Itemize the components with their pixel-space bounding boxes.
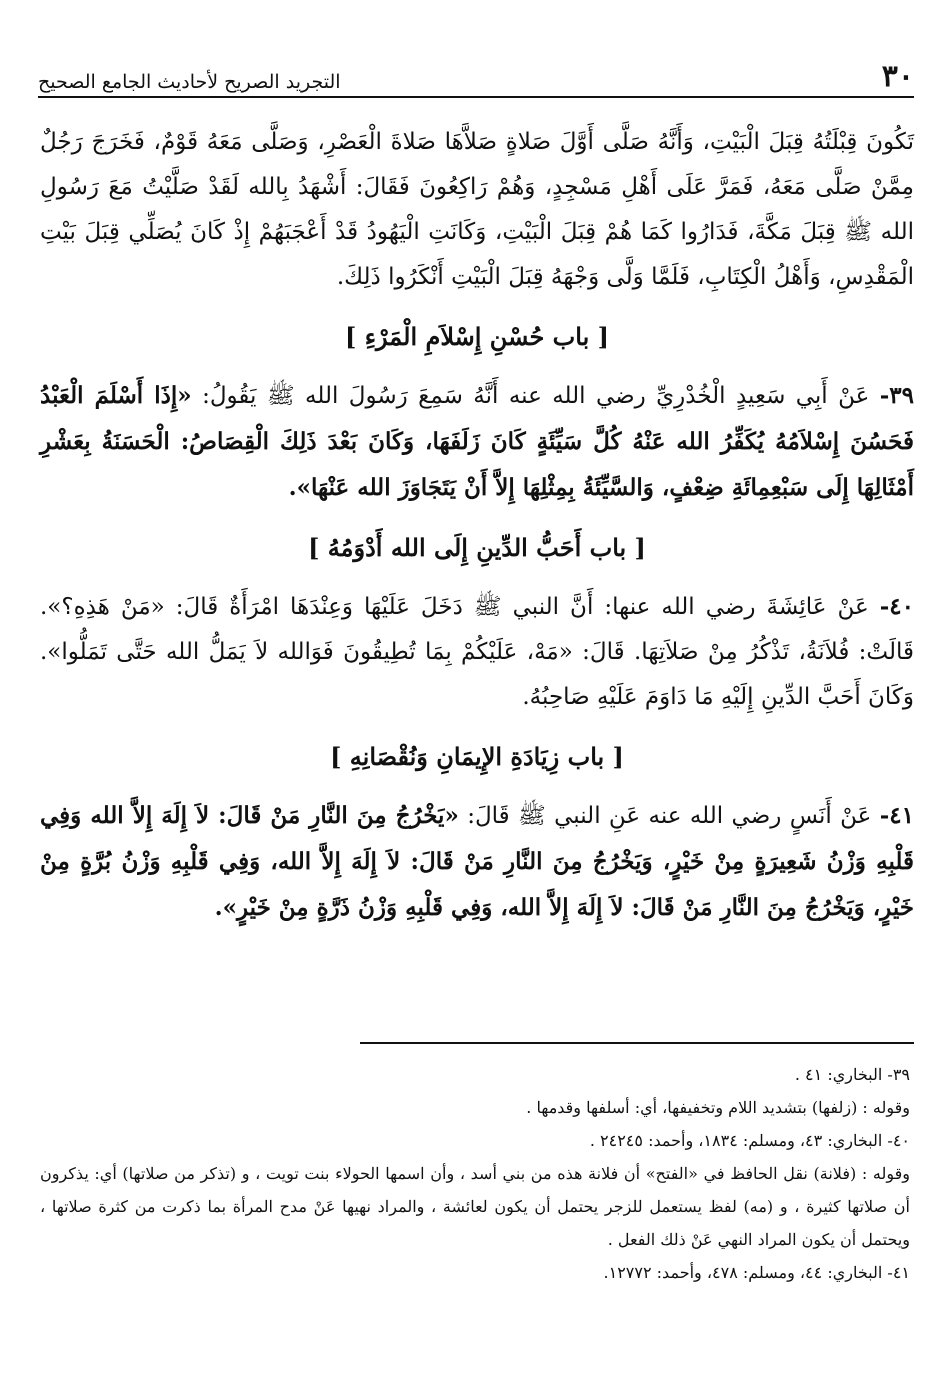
footnote-41-ref: ٤١- البخاري: ٤٤، ومسلم: ٤٧٨، وأحمد: ١٢٧٧٢. <box>603 1263 910 1282</box>
intro-paragraph: تَكُونَ قِبْلَتُهُ قِبَلَ الْبَيْتِ، وَأَنَّهُ صَلَّى أَوَّلَ صَلاةٍ صَلاَّهَا صَلاةَ الْعَصْرِ، وَصَلَّى مَعَهُ قَوْمٌ، فَخَرَجَ رَجُلٌ مِمَّنْ صَلَّى مَعَهُ، فَمَرَّ عَلَى أَهْلِ مَسْجِدٍ، وَهُمْ رَاكِعُونَ فَقَالَ: أَشْهَدُ بِالله لَقَدْ صَلَّيْتُ مَعَ رَسُولِ الله ﷺ قِبَلَ مَكَّةَ، فَدَارُوا كَمَا هُمْ قِبَلَ الْبَيْتِ، وَكَانَتِ الْيَهُودُ قَدْ أَعْجَبَهُمْ إِذْ كَانَ يُصَلِّي قِبَلَ بَيْتِ الْمَقْدِسِ، وَأَهْلُ الْكِتَابِ، فَلَمَّا وَلَّى وَجْهَهُ قِبَلَ الْبَيْتِ أَنْكَرُوا ذَلِكَ. <box>40 129 914 290</box>
hadith-quote: «يَخْرُجُ مِنَ النَّارِ مَنْ قَالَ: لاَ إِلَهَ إِلاَّ الله وَفِي قَلْبِهِ وَزْنُ شَعِيرَةٍ مِنْ خَيْرٍ، وَيَخْرُجُ مِنَ النَّارِ مَنْ قَالَ: لاَ إِلَهَ إِلاَّ الله، وَفِي قَلْبِهِ وَزْنُ بُرَّةٍ مِنْ خَيْرٍ، وَيَخْرُجُ مِنَ النَّارِ مَنْ قَالَ: لاَ إِلَهَ إِلاَّ الله، وَفِي قَلْبِهِ وَزْنُ ذَرَّةٍ مِنْ خَيْرٍ». <box>40 802 914 921</box>
chapter-heading-1: [ باب حُسْنِ إِسْلاَمِ الْمَرْءِ ] <box>345 322 609 351</box>
main-text <box>40 120 914 931</box>
footnote-39-ref: ٣٩- البخاري: ٤١ . <box>794 1065 910 1084</box>
chapter-heading-3: [ باب زِيَادَةِ الإِيمَانِ وَنُقْصَانِهِ ] <box>330 742 624 771</box>
footnote-divider <box>360 1042 914 1044</box>
hadith-number: ٤١- <box>879 802 915 829</box>
hadith-narration: عَنْ أَنَسٍ رضي الله عنه عَنِ النبي ﷺ قَالَ: <box>458 803 880 829</box>
hadith-narration: عَنْ أَبِي سَعِيدٍ الْخُدْرِيِّ رضي الله عنه أَنَّهُ سَمِعَ رَسُولَ الله ﷺ يَقُولُ: <box>191 383 880 409</box>
page-header <box>38 52 914 98</box>
footnote-40-note: وقوله : (فلانة) نقل الحافظ في «الفتح» أن فلانة هذه من بني أسد ، وأن اسمها الحولاء بنت تويت ، و (تذكر من صلاتها) أي: يذكرون أن صلاتها كثيرة ، و (مه) لفظ يستعمل للزجر يحتمل أن يكون لعائشة ، والمراد نهيها عَنْ مدح المرأة بما ذكرت من كثرة صلاتها ، ويحتمل أن يكون المراد النهي عَنْ ذلك الفعل . <box>40 1164 910 1249</box>
page-number: ٣٠ <box>881 59 914 94</box>
footnotes <box>40 1058 910 1289</box>
book-title: التجريد الصريح لأحاديث الجامع الصحيح <box>38 71 341 93</box>
chapter-heading-2: [ باب أَحَبُّ الدِّينِ إِلَى الله أَدْوَمُهُ ] <box>308 533 646 562</box>
hadith-40 <box>40 584 914 720</box>
hadith-number: ٤٠- <box>879 593 914 620</box>
hadith-41 <box>40 793 914 931</box>
hadith-narration: عَنْ عَائِشَةَ رضي الله عنها: أَنَّ النبي ﷺ دَخَلَ عَلَيْهَا وَعِنْدَهَا امْرَأَةٌ قَالَ: «مَنْ هَذِهِ؟». قَالَتْ: فُلاَنَةُ، تَذْكُرُ مِنْ صَلاَتِهَا. قَالَ: «مَهْ، عَلَيْكُمْ بِمَا تُطِيقُونَ فَوَالله لاَ يَمَلُّ الله حَتَّى تَمَلُّوا». وَكَانَ أَحَبَّ الدِّينِ إِلَيْهِ مَا دَاوَمَ عَلَيْهِ صَاحِبُهُ. <box>40 594 914 710</box>
hadith-quote: «إِذَا أَسْلَمَ الْعَبْدُ فَحَسُنَ إِسْلاَمُهُ يُكَفِّرُ الله عَنْهُ كُلَّ سَيِّئَةٍ كَانَ زَلَفَهَا، وَكَانَ بَعْدَ ذَلِكَ الْقِصَاصُ: الْحَسَنَةُ بِعَشْرِ أَمْثَالِهَا إِلَى سَبْعِمِائَةِ ضِعْفٍ، وَالسَّيِّئَةُ بِمِثْلِهَا إِلاَّ أَنْ يَتَجَاوَزَ الله عَنْهَا». <box>40 382 914 501</box>
hadith-39 <box>40 373 914 511</box>
footnote-39-note: وقوله : (زلفها) بتشديد اللام وتخفيفها، أي: أسلفها وقدمها . <box>526 1098 910 1117</box>
footnote-40-ref: ٤٠- البخاري: ٤٣، ومسلم: ١٨٣٤، وأحمد: ٢٤٢٤٥ . <box>589 1131 910 1150</box>
hadith-number: ٣٩- <box>879 382 914 409</box>
